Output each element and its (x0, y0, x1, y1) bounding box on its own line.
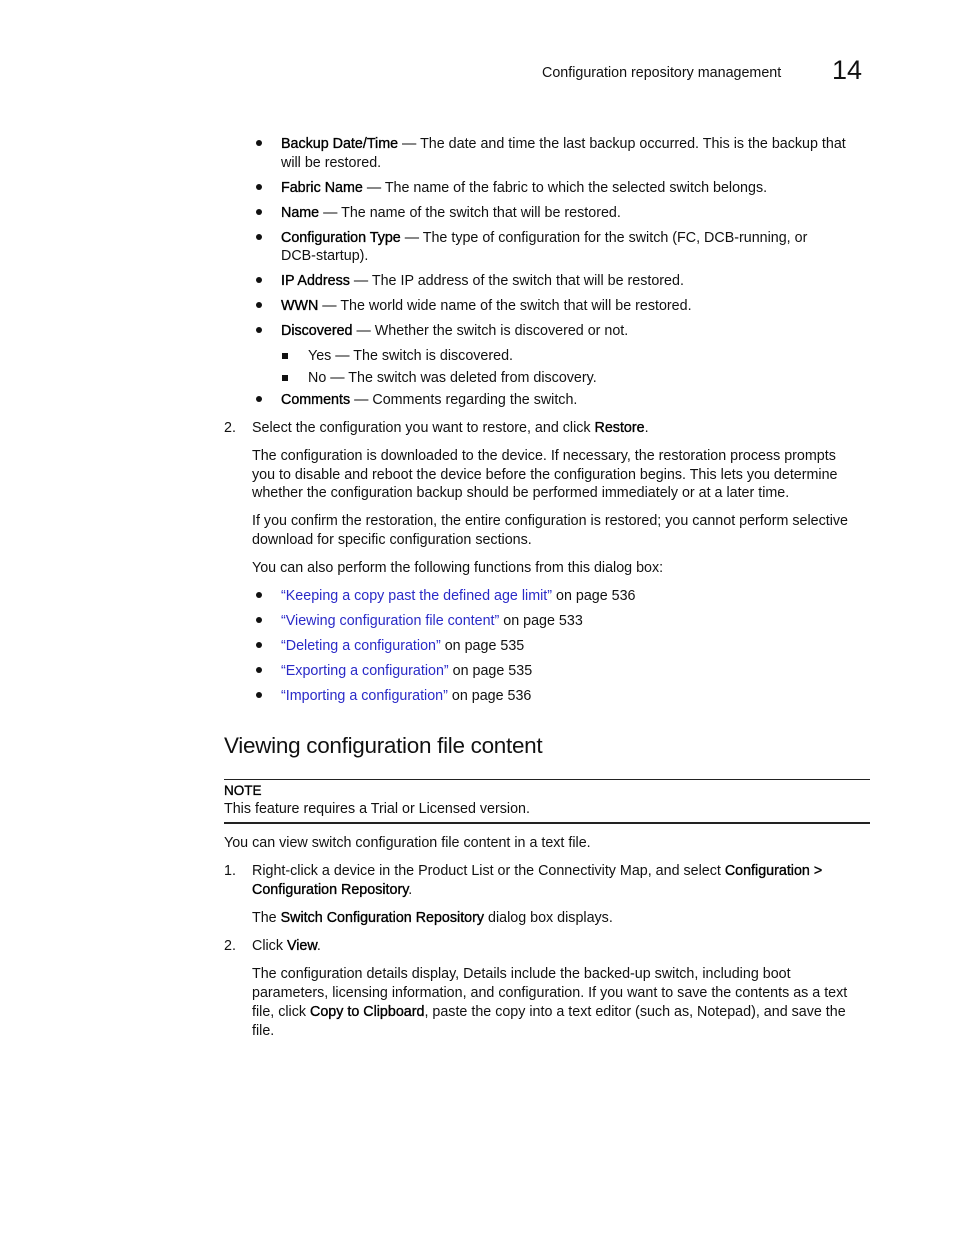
list-item: Fabric Name — The name of the fabric to which the selected switch belongs. (281, 180, 768, 196)
bullet-icon (256, 396, 262, 402)
link-exporting-config[interactable]: “Exporting a configuration” (281, 663, 449, 679)
list-item: WWN — The world wide name of the switch that will be restored. (281, 298, 692, 314)
square-bullet-icon (282, 353, 288, 359)
list-item: IP Address — The IP address of the switch that will be restored. (281, 273, 684, 289)
paragraph: You can also perform the following functions from this dialog box: (252, 560, 664, 576)
bullet-icon (256, 692, 262, 698)
bullet-icon (256, 234, 262, 240)
bullet-icon (256, 327, 262, 333)
list-item: “Exporting a configuration” on page 535 (281, 663, 533, 679)
note-bottom-rule (224, 822, 870, 824)
list-item: Backup Date/Time — The date and time the last backup occurred. This is the backup that (281, 136, 846, 152)
step-number: 2. (224, 420, 236, 436)
list-item: Discovered — Whether the switch is discovered or not. (281, 323, 629, 339)
link-viewing-config[interactable]: “Viewing configuration file content” (281, 613, 500, 629)
bullet-icon (256, 184, 262, 190)
list-item: “Viewing configuration file content” on page 533 (281, 613, 583, 629)
square-bullet-icon (282, 375, 288, 381)
step-result: The Switch Configuration Repository dialog box displays. (252, 910, 613, 926)
bullet-icon (256, 277, 262, 283)
bullet-icon (256, 667, 262, 673)
list-item-continuation: DCB-startup). (281, 248, 369, 264)
bullet-icon (256, 617, 262, 623)
list-item: “Deleting a configuration” on page 535 (281, 638, 525, 654)
sub-list-item: No — The switch was deleted from discovery. (308, 370, 597, 386)
bullet-icon (256, 592, 262, 598)
list-item-continuation: will be restored. (281, 155, 382, 171)
list-item: Name — The name of the switch that will be restored. (281, 205, 621, 221)
step-text: Select the configuration you want to restore, and click Restore. (252, 420, 649, 436)
step-text: Right-click a device in the Product List or the Connectivity Map, and select Configuration > Configuration Repository. (252, 863, 823, 898)
chapter-number: 14 (832, 55, 863, 85)
paragraph: You can view switch configuration file content in a text file. (224, 835, 591, 851)
link-importing-config[interactable]: “Importing a configuration” (281, 688, 448, 704)
link-deleting-config[interactable]: “Deleting a configuration” (281, 638, 441, 654)
bullet-icon (256, 209, 262, 215)
list-item: Comments — Comments regarding the switch. (281, 392, 578, 408)
paragraph: If you confirm the restoration, the entire configuration is restored; you cannot perform selective download for specific configuration sections. (252, 513, 849, 548)
step-number: 2. (224, 938, 236, 954)
step-text: Click View. (252, 938, 321, 954)
note-top-rule (224, 779, 870, 780)
list-item: “Importing a configuration” on page 536 (281, 688, 532, 704)
note-label: NOTE (224, 783, 262, 798)
note-text: This feature requires a Trial or Licensed version. (224, 801, 530, 817)
bullet-icon (256, 140, 262, 146)
paragraph: The configuration is downloaded to the device. If necessary, the restoration process prompts you to disable and reboot the device before the configuration begins. This lets you determine whether the configuration backup should be performed immediately or at a later time. (252, 448, 838, 501)
step-number: 1. (224, 863, 236, 879)
bullet-icon (256, 642, 262, 648)
paragraph: The configuration details display, Details include the backed-up switch, including boot parameters, licensing information, and configuration. If you want to save the contents as a text file, click Copy to Clipboard, paste the copy into a text editor (such as, Notepad), and save the file. (252, 966, 848, 1039)
link-keeping-copy[interactable]: “Keeping a copy past the defined age limit” (281, 588, 553, 604)
sub-list-item: Yes — The switch is discovered. (308, 348, 514, 364)
section-heading: Viewing configuration file content (224, 733, 543, 758)
bullet-icon (256, 302, 262, 308)
list-item: Configuration Type — The type of configuration for the switch (FC, DCB-running, or (281, 230, 808, 246)
list-item: “Keeping a copy past the defined age limit” on page 536 (281, 588, 636, 604)
running-header: Configuration repository management (542, 65, 782, 81)
